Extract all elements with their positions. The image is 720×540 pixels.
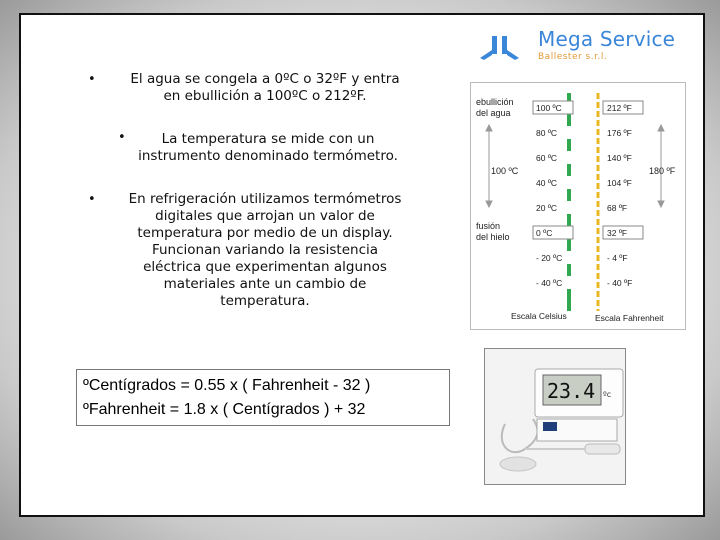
celsius-value: - 20 ºC — [536, 253, 563, 263]
bullet-dot: • — [118, 130, 126, 145]
fahrenheit-value: 140 ºF — [607, 153, 632, 163]
celsius-value: 20 ºC — [536, 203, 558, 213]
bullet-dot: • — [88, 192, 96, 207]
bullet-3-line-1: En refrigeración utilizamos termómetros — [128, 191, 402, 207]
fahrenheit-value: 32 ºF — [607, 228, 628, 238]
fahrenheit-value: 212 ºF — [607, 103, 632, 113]
thermometer-unit: ºc — [603, 390, 612, 399]
fahrenheit-value: 104 ºF — [607, 178, 632, 188]
boiling-label-1: ebullición — [476, 97, 514, 107]
conversion-formula-box — [76, 369, 450, 426]
fahrenheit-value: 68 ºF — [607, 203, 628, 213]
formula-fahrenheit: ºFahrenheit = 1.8 x ( Centígrados ) + 32 — [83, 401, 366, 418]
bullet-3-line-4: Funcionan variando la resistencia — [151, 242, 379, 258]
bullet-1 — [100, 71, 430, 105]
bullet-3-line-5: eléctrica que experimentan algunos — [143, 259, 387, 275]
fahrenheit-value: 176 ºF — [607, 128, 632, 138]
freezing-label-1: fusión — [476, 221, 501, 231]
arrow-up-icon — [658, 125, 664, 131]
fahrenheit-value: - 4 ºF — [607, 253, 628, 263]
bullet-3-line-6: materiales ante un cambio de — [163, 276, 367, 292]
bullet-3-line-2: digitales que arrojan un valor de — [155, 208, 375, 224]
logo-name: Mega Service — [538, 27, 676, 51]
celsius-value: 0 ºC — [536, 228, 553, 238]
celsius-value: 100 ºC — [536, 103, 562, 113]
temperature-scale-diagram — [470, 82, 686, 330]
celsius-title: Escala Celsius — [511, 311, 567, 321]
celsius-value: - 40 ºC — [536, 278, 563, 288]
fahrenheit-title: Escala Fahrenheit — [595, 313, 664, 323]
celsius-value: 60 ºC — [536, 153, 558, 163]
bullet-3-line-3: temperatura por medio de un display. — [137, 225, 393, 241]
scale-graphic — [471, 83, 685, 329]
thermometer-reading: 23.4 — [547, 379, 596, 403]
logo-subtitle: Ballester s.r.l. — [538, 52, 608, 62]
bullet-2-line-2: instrumento denominado termómetro. — [138, 148, 398, 164]
bullet-3-line-7: temperatura. — [220, 293, 310, 309]
bullet-1-line-2: en ebullición a 100ºC o 212ºF. — [163, 88, 367, 104]
celsius-span-label: 100 ºC — [491, 166, 519, 176]
freezing-label-2: del hielo — [476, 232, 510, 242]
thermometer-illustration — [485, 349, 625, 484]
bullet-1-line-1: El agua se congela a 0ºC o 32ºF y entra — [130, 71, 400, 87]
bullet-3 — [100, 191, 430, 310]
fahrenheit-value: - 40 ºF — [607, 278, 633, 288]
digital-thermometer-photo — [484, 348, 626, 485]
formula-celsius: ºCentígrados = 0.55 x ( Fahrenheit - 32 ) — [83, 377, 371, 394]
fahrenheit-span-label: 180 ºF — [649, 166, 676, 176]
arrow-down-icon — [486, 201, 492, 207]
bullet-2 — [118, 131, 418, 165]
boiling-label-2: del agua — [476, 108, 511, 118]
bullet-2-line-1: La temperatura se mide con un — [161, 131, 375, 147]
arrow-down-icon — [658, 201, 664, 207]
celsius-value: 80 ºC — [536, 128, 558, 138]
celsius-value: 40 ºC — [536, 178, 558, 188]
arrow-up-icon — [486, 125, 492, 131]
bullet-dot: • — [88, 72, 96, 87]
